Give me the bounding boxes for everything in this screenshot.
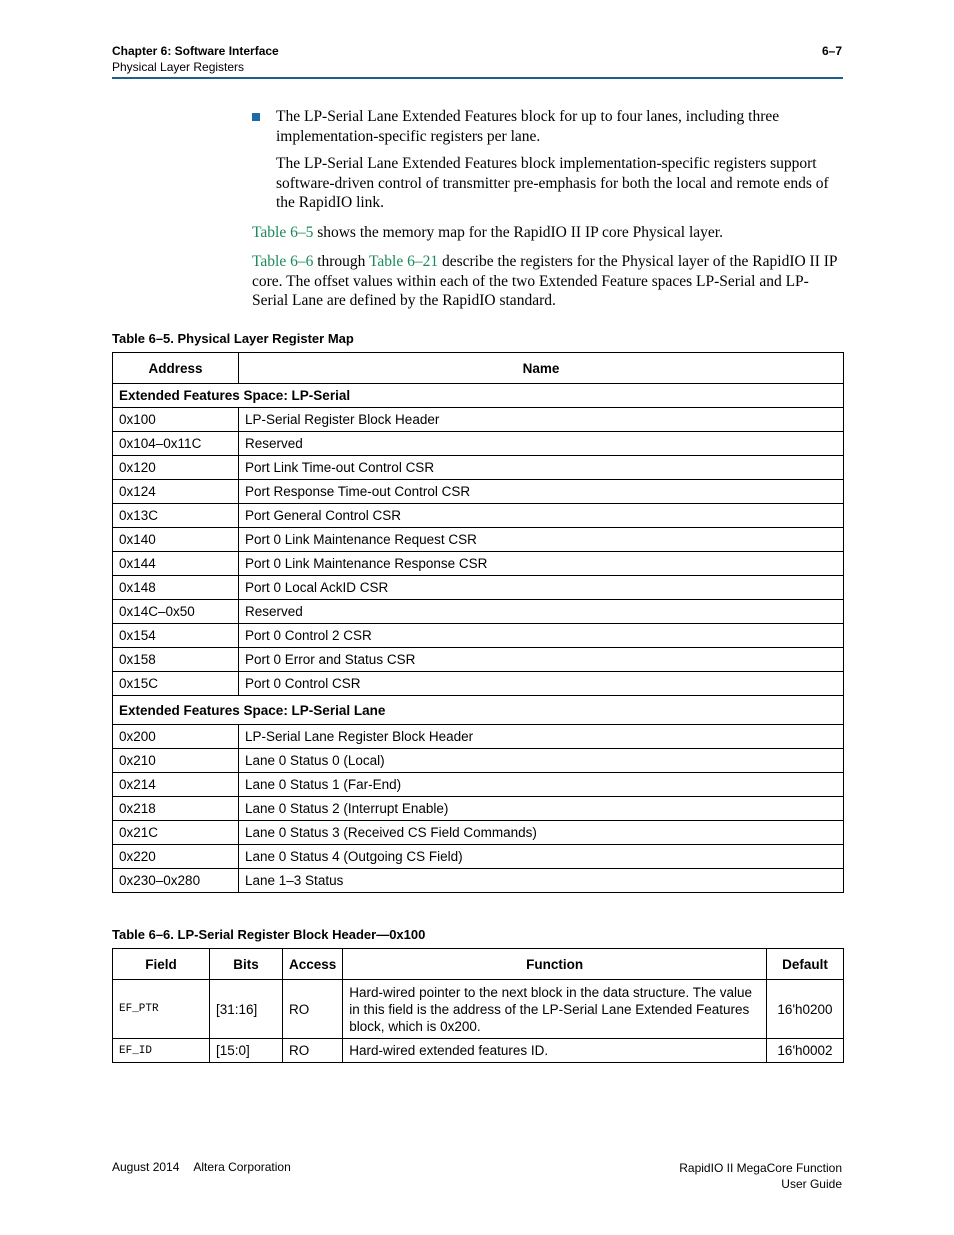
bullet-square-icon (252, 113, 260, 121)
register-map-body (113, 384, 844, 893)
table-section-row (113, 384, 844, 408)
name-cell: Lane 0 Status 1 (Far-End) (239, 773, 844, 797)
block-header-table (112, 948, 844, 1063)
address-cell: 0x154 (113, 624, 239, 648)
name-cell: Port 0 Control CSR (239, 672, 844, 696)
bits-cell: [15:0] (210, 1039, 283, 1063)
table-header-row (113, 353, 844, 384)
table-header-row (113, 949, 844, 980)
bits-cell: [31:16] (210, 980, 283, 1039)
bullet-item (252, 107, 844, 146)
address-cell: 0x21C (113, 821, 239, 845)
paragraph-text: describe the registers for the Physical layer of the RapidIO II IP core. The offset values within each of the two Extended Feature spaces LP-Serial and LP-Serial Lane are defined by the RapidIO standard. (252, 253, 837, 310)
link-table-6-6[interactable]: Table 6–6 (252, 253, 314, 270)
name-cell: Lane 0 Status 0 (Local) (239, 749, 844, 773)
header-address: Address (113, 353, 239, 384)
header-rule (112, 77, 843, 79)
footer-company: Altera Corporation (193, 1160, 291, 1174)
address-cell: 0x158 (113, 648, 239, 672)
address-cell: 0x214 (113, 773, 239, 797)
name-cell: LP-Serial Lane Register Block Header (239, 725, 844, 749)
address-cell: 0x200 (113, 725, 239, 749)
header-bits: Bits (210, 949, 283, 980)
bullet-block (252, 107, 844, 213)
name-cell: Lane 0 Status 3 (Received CS Field Commands) (239, 821, 844, 845)
address-cell: 0x15C (113, 672, 239, 696)
address-cell: 0x124 (113, 480, 239, 504)
section-title: Physical Layer Registers (112, 60, 245, 74)
name-cell: Port Link Time-out Control CSR (239, 456, 844, 480)
bullet-sub-paragraph: The LP-Serial Lane Extended Features block implementation-specific registers support software-driven control of transmitter pre-emphasis for both the local and remote ends of the RapidIO link. (276, 155, 829, 212)
table-row (113, 624, 844, 648)
default-cell: 16'h0200 (767, 980, 844, 1039)
name-cell: LP-Serial Register Block Header (239, 408, 844, 432)
access-cell: RO (283, 1039, 343, 1063)
table-row (113, 552, 844, 576)
name-cell: Port 0 Local AckID CSR (239, 576, 844, 600)
table-row (113, 432, 844, 456)
paragraph-register-desc (252, 252, 844, 311)
name-cell: Lane 1–3 Status (239, 869, 844, 893)
header-name: Name (239, 353, 844, 384)
running-header (112, 43, 279, 75)
field-cell: EF_PTR (113, 980, 210, 1039)
access-cell: RO (283, 980, 343, 1039)
address-cell: 0x218 (113, 797, 239, 821)
address-cell: 0x100 (113, 408, 239, 432)
name-cell: Port General Control CSR (239, 504, 844, 528)
header-access: Access (283, 949, 343, 980)
table-row (113, 480, 844, 504)
name-cell: Port 0 Error and Status CSR (239, 648, 844, 672)
table-row (113, 980, 844, 1039)
table1-caption: Table 6–5. Physical Layer Register Map (112, 331, 354, 346)
footer-left (112, 1160, 291, 1174)
table-row (113, 725, 844, 749)
name-cell: Port 0 Link Maintenance Response CSR (239, 552, 844, 576)
block-header-body (113, 980, 844, 1063)
table-row (113, 648, 844, 672)
table-row (113, 821, 844, 845)
footer-date: August 2014 (112, 1160, 180, 1174)
table-row (113, 504, 844, 528)
table-row (113, 408, 844, 432)
address-cell: 0x120 (113, 456, 239, 480)
paragraph-text: shows the memory map for the RapidIO II IP core Physical layer. (313, 224, 723, 241)
address-cell: 0x230–0x280 (113, 869, 239, 893)
table-section-row (113, 696, 844, 725)
table2-caption: Table 6–6. LP-Serial Register Block Header—0x100 (112, 927, 426, 942)
name-cell: Reserved (239, 600, 844, 624)
address-cell: 0x148 (113, 576, 239, 600)
link-table-6-5[interactable]: Table 6–5 (252, 224, 314, 241)
name-cell: Lane 0 Status 4 (Outgoing CS Field) (239, 845, 844, 869)
section-label: Extended Features Space: LP-Serial (113, 384, 844, 408)
footer-doc-type: User Guide (781, 1177, 842, 1191)
footer-right (679, 1160, 842, 1192)
address-cell: 0x104–0x11C (113, 432, 239, 456)
field-cell: EF_ID (113, 1039, 210, 1063)
function-cell: Hard-wired pointer to the next block in the data structure. The value in this field is the address of the LP-Serial Lane Extended Features block, which is 0x200. (343, 980, 767, 1039)
table-row (113, 797, 844, 821)
name-cell: Reserved (239, 432, 844, 456)
default-cell: 16'h0002 (767, 1039, 844, 1063)
table-row (113, 1039, 844, 1063)
table-row (113, 456, 844, 480)
table-row (113, 600, 844, 624)
name-cell: Port 0 Link Maintenance Request CSR (239, 528, 844, 552)
table-row (113, 576, 844, 600)
address-cell: 0x210 (113, 749, 239, 773)
paragraph-text: through (313, 253, 370, 270)
link-table-6-21[interactable]: Table 6–21 (369, 253, 439, 270)
function-cell: Hard-wired extended features ID. (343, 1039, 767, 1063)
table-row (113, 749, 844, 773)
name-cell: Lane 0 Status 2 (Interrupt Enable) (239, 797, 844, 821)
header-default: Default (767, 949, 844, 980)
bullet-text: The LP-Serial Lane Extended Features block for up to four lanes, including three implementation-specific registers per lane. (276, 108, 780, 145)
chapter-title: Chapter 6: Software Interface (112, 44, 279, 58)
header-function: Function (343, 949, 767, 980)
register-map-table (112, 352, 844, 893)
address-cell: 0x14C–0x50 (113, 600, 239, 624)
header-field: Field (113, 949, 210, 980)
address-cell: 0x220 (113, 845, 239, 869)
page-number: 6–7 (821, 44, 842, 58)
name-cell: Port 0 Control 2 CSR (239, 624, 844, 648)
table-row (113, 869, 844, 893)
section-label: Extended Features Space: LP-Serial Lane (113, 696, 844, 725)
name-cell: Port Response Time-out Control CSR (239, 480, 844, 504)
table-row (113, 672, 844, 696)
table-row (113, 528, 844, 552)
table-row (113, 845, 844, 869)
address-cell: 0x144 (113, 552, 239, 576)
paragraph-table-ref (252, 223, 844, 243)
footer-doc-title: RapidIO II MegaCore Function (679, 1161, 842, 1175)
table-row (113, 773, 844, 797)
address-cell: 0x140 (113, 528, 239, 552)
address-cell: 0x13C (113, 504, 239, 528)
